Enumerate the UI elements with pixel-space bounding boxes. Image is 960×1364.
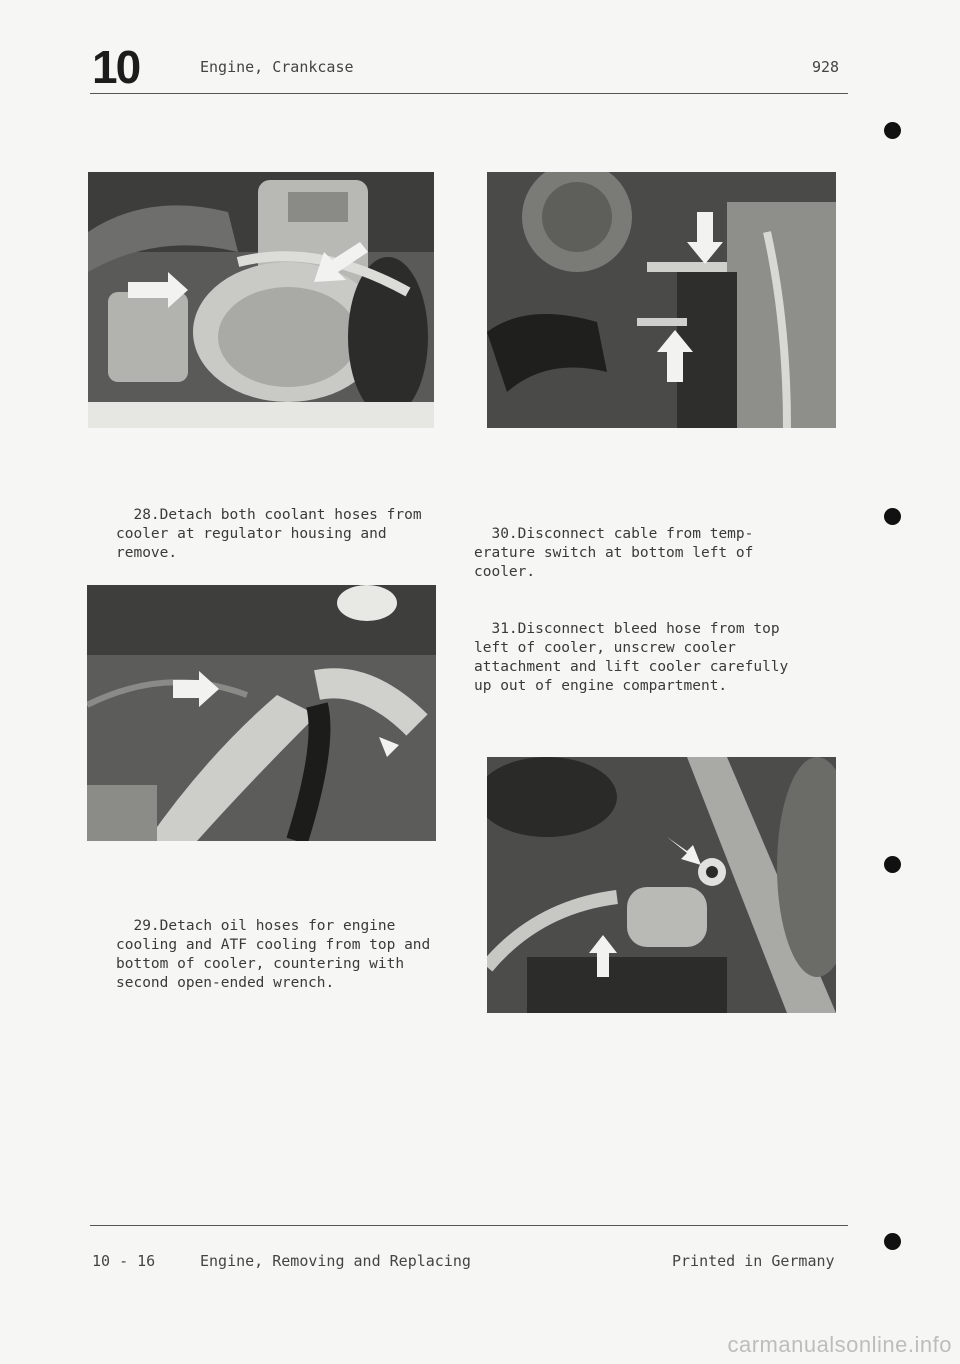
margin-dot xyxy=(884,122,901,139)
step-number: 30. xyxy=(491,526,518,542)
model-number: 928 xyxy=(812,58,840,76)
footer-rule xyxy=(90,1225,848,1226)
margin-dot xyxy=(884,508,901,525)
chapter-title: Engine, Crankcase xyxy=(200,58,354,76)
photo-oil-hoses xyxy=(487,172,836,428)
step-text: Disconnect bleed hose from top left of cooler, unscrew cooler attachment and lift cooler carefully up out of engine compartment. xyxy=(474,621,789,694)
margin-dot xyxy=(884,856,901,873)
step-29 xyxy=(116,898,436,993)
step-30 xyxy=(474,506,804,582)
step-text: Detach oil hoses for engine cooling and ATF cooling from top and bottom of cooler, countering with second open-ended wrench. xyxy=(116,918,431,991)
step-number: 29. xyxy=(133,918,160,934)
section-number: 10 xyxy=(92,41,140,93)
step-number: 31. xyxy=(491,621,518,637)
page-reference: 10 - 16 xyxy=(92,1252,156,1270)
photo-bleed-hose xyxy=(487,757,836,1013)
step-text: Disconnect cable from temp-erature switch at bottom left of cooler. xyxy=(474,526,754,580)
footer-section: Engine, Removing and Replacing xyxy=(200,1252,471,1270)
photo-coolant-hoses xyxy=(88,172,434,428)
step-28 xyxy=(116,487,436,563)
photo-cooler-clamps xyxy=(87,585,436,841)
margin-dot xyxy=(884,1233,901,1250)
printed-note: Printed in Germany xyxy=(672,1252,835,1270)
step-31 xyxy=(474,601,804,696)
step-text: Detach both coolant hoses from cooler at regulator housing and remove. xyxy=(116,507,422,561)
step-number: 28. xyxy=(133,507,160,523)
header-rule xyxy=(90,93,848,94)
watermark: carmanualsonline.info xyxy=(727,1332,952,1357)
